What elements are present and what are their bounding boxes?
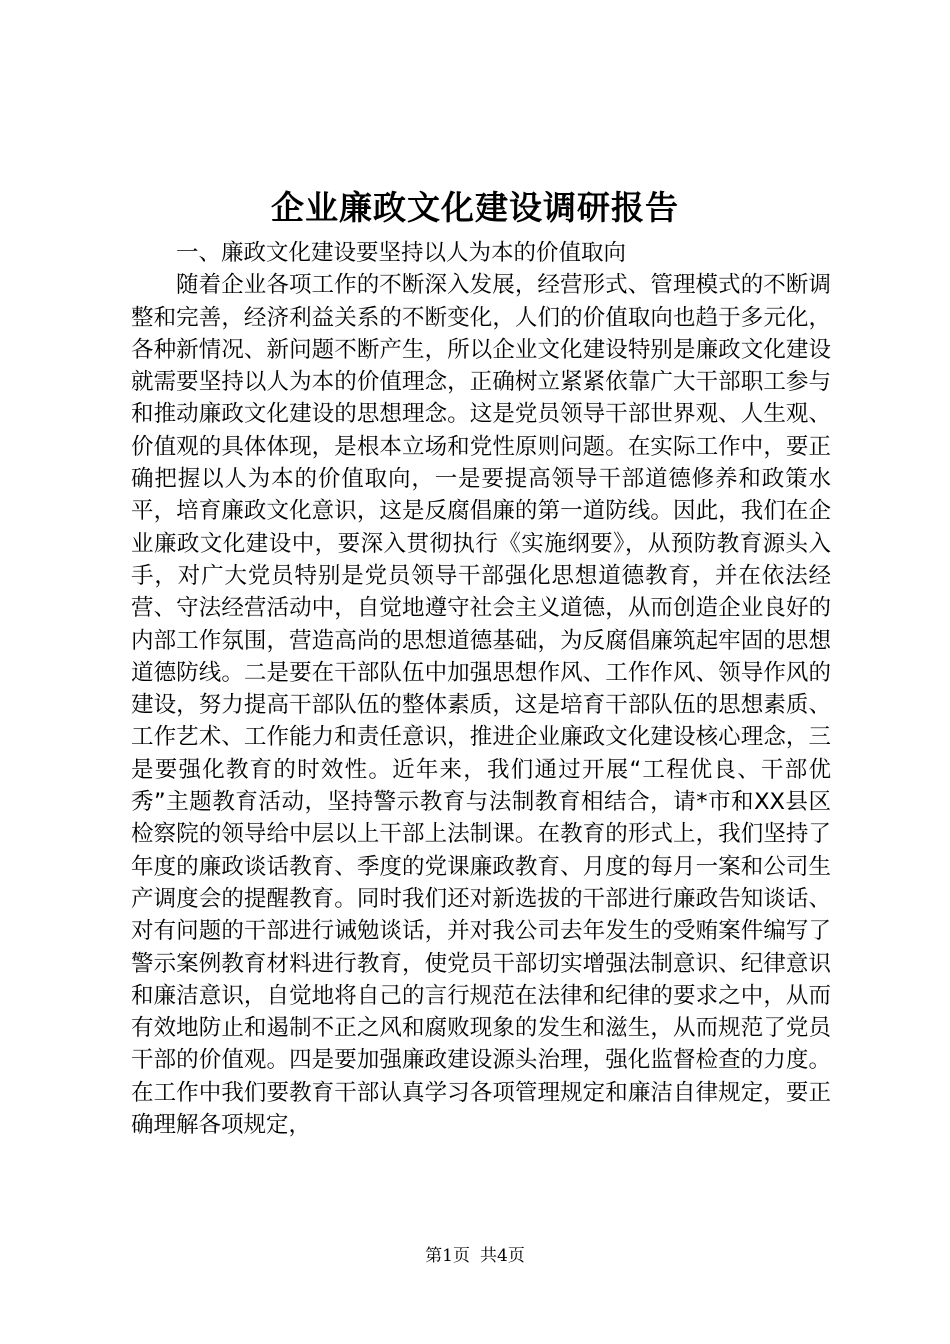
page-footer [0,1245,950,1267]
document-body [131,237,831,1141]
document-title: 企业廉政文化建设调研报告 [271,188,679,227]
body-paragraph: 随着企业各项工作的不断深入发展，经营形式、管理模式的不断调整和完善，经济利益关系的不断变化，人们的价值取向也趋于多元化，各种新情况、新问题不断产生，所以企业文化建设特别是廉政文化建设就需要坚持以人为本的价值理念，正确树立紧紧依靠广大干部职工参与和推动廉政文化建设的思想理念。这是党员领导干部世界观、人生观、价值观的具体体现，是根本立场和党性原则问题。在实际工作中，要正确把握以人为本的价值取向，一是要提高领导干部道德修养和政策水平，培育廉政文化意识，这是反腐倡廉的第一道防线。因此，我们在企业廉政文化建设中，要深入贯彻执行《实施纲要》，从预防教育源头入手，对广大党员特别是党员领导干部强化思想道德教育，并在依法经营、守法经营活动中，自觉地遵守社会主义道德，从而创造企业良好的内部工作氛围，营造高尚的思想道德基础，为反腐倡廉筑起牢固的思想道德防线。二是要在干部队伍中加强思想作风、工作作风、领导作风的建设，努力提高干部队伍的整体素质，这是培育干部队伍的思想素质、工作艺术、工作能力和责任意识，推进企业廉政文化建设核心理念，三是要强化教育的时效性。近年来，我们通过开展“工程优良、干部优秀”主题教育活动，坚持警示教育与法制教育相结合，请*市和XX县区检察院的领导给中层以上干部上法制课。在教育的形式上，我们坚持了年度的廉政谈话教育、季度的党课廉政教育、月度的每月一案和公司生产调度会的提醒教育。同时我们还对新选拔的干部进行廉政告知谈话、对有问题的干部进行诫勉谈话，并对我公司去年发生的受贿案件编写了警示案例教育材料进行教育，使党员干部切实增强法制意识、纪律意识和廉洁意识，自觉地将自己的言行规范在法律和纪律的要求之中，从而有效地防止和遏制不正之风和腐败现象的发生和滋生，从而规范了党员干部的价值观。四是要加强廉政建设源头治理，强化监督检查的力度。在工作中我们要教育干部认真学习各项管理规定和廉洁自律规定，要正确理解各项规定， [131,272,831,1139]
page-number-current: 第1页 [425,1246,470,1266]
page-number-total: 共4页 [480,1246,525,1266]
section-heading: 一、廉政文化建设要坚持以人为本的价值取向 [176,240,627,266]
